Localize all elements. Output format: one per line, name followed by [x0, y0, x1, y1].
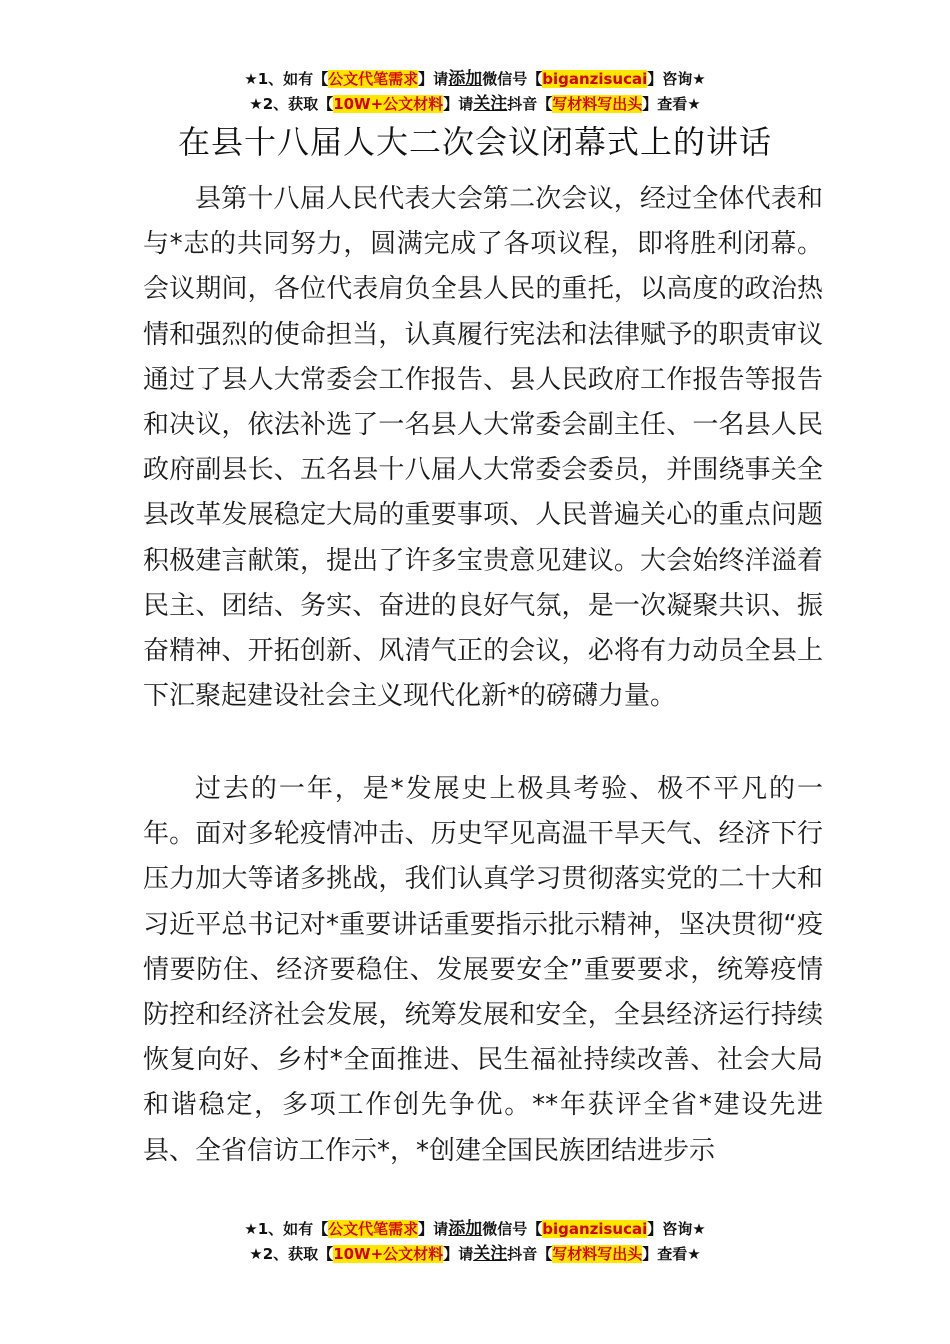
promo-text: 】请 [443, 1245, 474, 1263]
promo-text: ★1、如有【 [244, 1220, 329, 1238]
paragraph-text: 过去的一年，是*发展史上极具考验、极不平凡的一年。面对多轮疫情冲击、历史罕见高温干旱天气、经济下行压力加大等诸多挑战，我们认真学习贯彻落实党的二十大和习近平总书记对*重要讲话重要指示批示精神，坚决贯彻“疫情要防住、经济要稳住、发展要安全”重要要求，统筹疫情防控和经济社会发展，统筹发展和安全，全县经济运行持续恢复向好、乡村*全面推进、民生福祉持续改善、社会大局和谐稳定，多项工作创先争优。**年获评全省*建设先进县、全省信访工作示*，*创建全国民族团结进步示 [143, 774, 823, 1166]
wechat-id: biganzisucai [542, 70, 648, 88]
promo-highlight: 10W+公文材料 [333, 1245, 444, 1263]
promo-text: 微信号【 [482, 1220, 543, 1238]
douyin-id: 写材料写出头 [552, 95, 643, 113]
promo-text: ★2、获取【 [249, 95, 334, 113]
promo-emphasis: 关注 [473, 1244, 508, 1264]
douyin-id: 写材料写出头 [552, 1245, 643, 1263]
promo-text: 】咨询★ [647, 1220, 706, 1238]
promo-text: 】请 [418, 1220, 449, 1238]
promo-line-2 [0, 1242, 950, 1267]
promo-banner-top [0, 67, 950, 117]
promo-line-1 [0, 1217, 950, 1242]
promo-line-2 [0, 92, 950, 117]
promo-emphasis: 添加 [448, 1219, 483, 1239]
body-paragraph-1 [143, 177, 823, 719]
promo-text: 】查看★ [642, 95, 701, 113]
promo-line-1 [0, 67, 950, 92]
promo-text: 】咨询★ [647, 70, 706, 88]
promo-banner-bottom [0, 1217, 950, 1267]
document-title: 在县十八届人大二次会议闭幕式上的讲话 [177, 123, 772, 161]
promo-emphasis: 关注 [473, 94, 508, 114]
promo-text: 】查看★ [642, 1245, 701, 1263]
paragraph-text: 县第十八届人民代表大会第二次会议，经过全体代表和与*志的共同努力，圆满完成了各项议程，即将胜利闭幕。会议期间，各位代表肩负全县人民的重托，以高度的政治热情和强烈的使命担当，认真履行宪法和法律赋予的职责审议通过了县人大常委会工作报告、县人民政府工作报告等报告和决议，依法补选了一名县人大常委会副主任、一名县人民政府副县长、五名县十八届人大常委会委员，并围绕事关全县改革发展稳定大局的重要事项、人民普遍关心的重点问题积极建言献策，提出了许多宝贵意见建议。大会始终洋溢着民主、团结、务实、奋进的良好气氛，是一次凝聚共识、振奋精神、开拓创新、风清气正的会议，必将有力动员全县上下汇聚起建设社会主义现代化新*的磅礴力量。 [143, 184, 823, 712]
promo-highlight: 公文代笔需求 [328, 1220, 419, 1238]
promo-text: 】请 [418, 70, 449, 88]
promo-text: ★2、获取【 [249, 1245, 334, 1263]
promo-text: 抖音【 [507, 95, 553, 113]
promo-text: 微信号【 [482, 70, 543, 88]
promo-text: 抖音【 [507, 1245, 553, 1263]
promo-highlight: 10W+公文材料 [333, 95, 444, 113]
promo-highlight: 公文代笔需求 [328, 70, 419, 88]
body-paragraph-2 [143, 767, 823, 1174]
promo-text: 】请 [443, 95, 474, 113]
promo-emphasis: 添加 [448, 69, 483, 89]
promo-text: ★1、如有【 [244, 70, 329, 88]
wechat-id: biganzisucai [542, 1220, 648, 1238]
